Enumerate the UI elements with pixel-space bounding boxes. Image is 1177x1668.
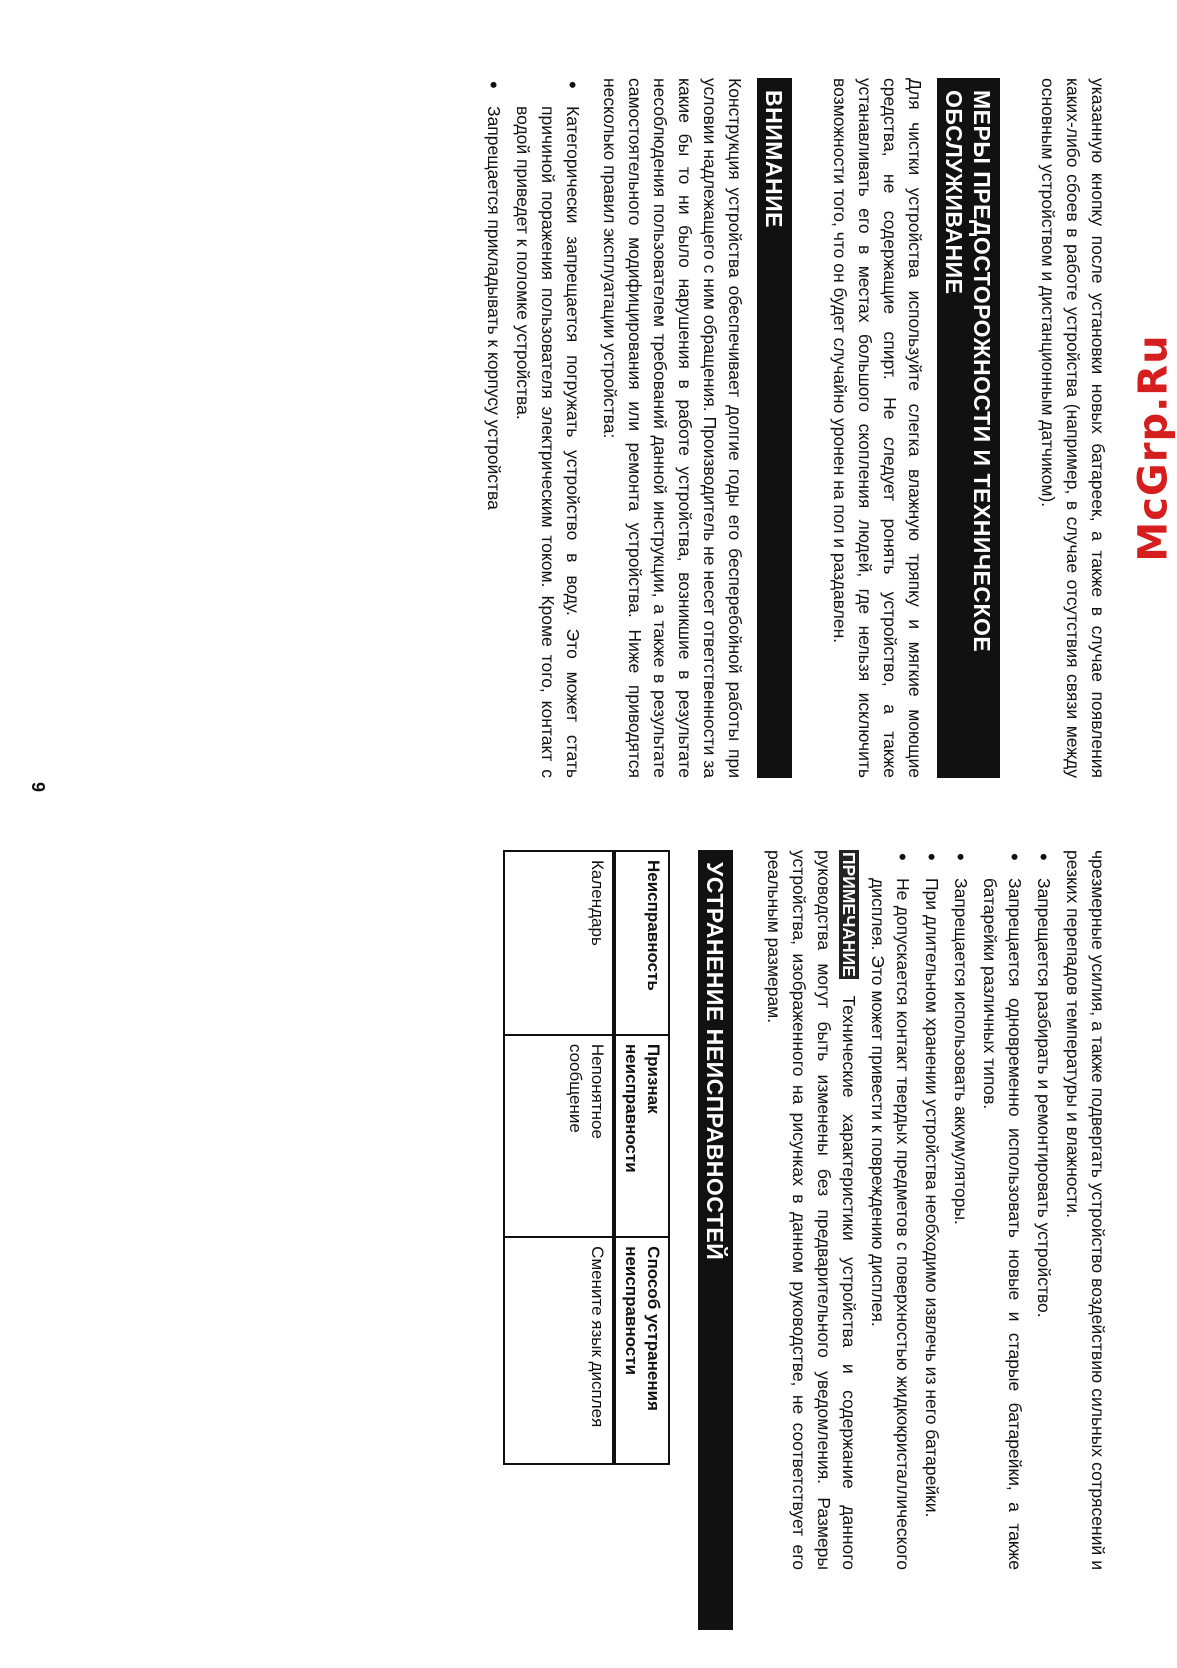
table-row [504, 851, 614, 1464]
attention-paragraph: Конструкция устройства обеспечивает долгие годы его бесперебойной работы при условии надлежащего с ним обращения. Производитель не несет ответственности за какие бы то ни было нарушения в работе устройства, возникшие в результате несоблюдения пользователем требований данной инструкции, а также в результате самостоятельного модифицирования или ремонта устройства. Ниже приводятся несколько правил эксплуатации устройства: [600, 78, 745, 778]
note-label: ПРИМЕЧАНИЕ [839, 852, 859, 977]
list-item: • Запрещается использовать аккумуляторы. [948, 850, 973, 1570]
rules-list [481, 78, 585, 778]
table-header-row [614, 851, 669, 1464]
troubleshooting-table [503, 850, 670, 1465]
troubleshooting-heading: УСТРАНЕНИЕ НЕИСПРАВНОСТЕЙ [698, 850, 733, 1630]
table-cell: Календарь [504, 851, 614, 1035]
note-paragraph [761, 850, 861, 1570]
column-header: Способ устранения неисправности [614, 1237, 669, 1464]
watermark-text: McGrp.Ru [1130, 334, 1177, 562]
list-item: • При длительном хранении устройства необходимо извлечь из него батарейки. [919, 850, 944, 1570]
intro-paragraph: указанную кнопку после установки новых батареек, а также в случае появления каких-либо сбоев в работе устройства (например, в случае отсутствия связи между основным устройством и дистанционным датчиком). [1038, 78, 1108, 778]
list-item: • Категорически запрещается погружать устройство в воду. Это может стать причиной поражения пользователя электрическим током. Кроме того, контакт с водой приведет к поломке устройства. [510, 78, 585, 778]
column-header: Признак неисправности [614, 1035, 669, 1237]
continuation-paragraph: чрезмерные усилия, а также подвергать устройство воздействию сильных сотрясений и резких перепадов температуры и влажности. [1063, 850, 1108, 1570]
page-number: 9 [28, 782, 48, 793]
right-column [0, 850, 1168, 1570]
list-item: • Не допускается контакт твердых предметов с поверхностью жидкокристаллического дисплея. Это может привести к повреждению дисплея. [865, 850, 915, 1570]
care-paragraph: Для чистки устройства используйте слегка влажную тряпку и мягкие моющие средства, не содержащие спирт. Не следует ронять устройство, а также устанавливать его в местах большого скопления людей, где нельзя исключить возможности того, что он будет случайно уронен на пол и раздавлен. [830, 78, 925, 778]
list-item: • Запрещается прикладывать к корпусу устройства [481, 78, 506, 778]
attention-heading: ВНИМАНИЕ [757, 78, 792, 778]
column-header: Неисправность [614, 851, 669, 1035]
prohibitions-list [865, 850, 1056, 1570]
note-text: Технические характеристики устройства и содержание данного руководства могут быть изменены без предварительного уведомления. Размеры устройства, изображенного на рисунках в данном руководстве, не соответствует его реальным размерам. [764, 850, 859, 1570]
list-item: • Запрещается одновременно использовать новые и старые батарейки, а также батарейки различных типов. [977, 850, 1027, 1570]
left-column [0, 78, 1168, 778]
list-item: • Запрещается разбирать и ремонтировать устройство. [1031, 850, 1056, 1570]
care-heading: МЕРЫ ПРЕДОСТОРОЖНОСТИ И ТЕХНИЧЕСКОЕ ОБСЛУЖИВАНИЕ [937, 78, 1000, 778]
table-cell: Непонятное сообщение [504, 1035, 614, 1237]
table-cell: Смените язык дисплея [504, 1237, 614, 1464]
